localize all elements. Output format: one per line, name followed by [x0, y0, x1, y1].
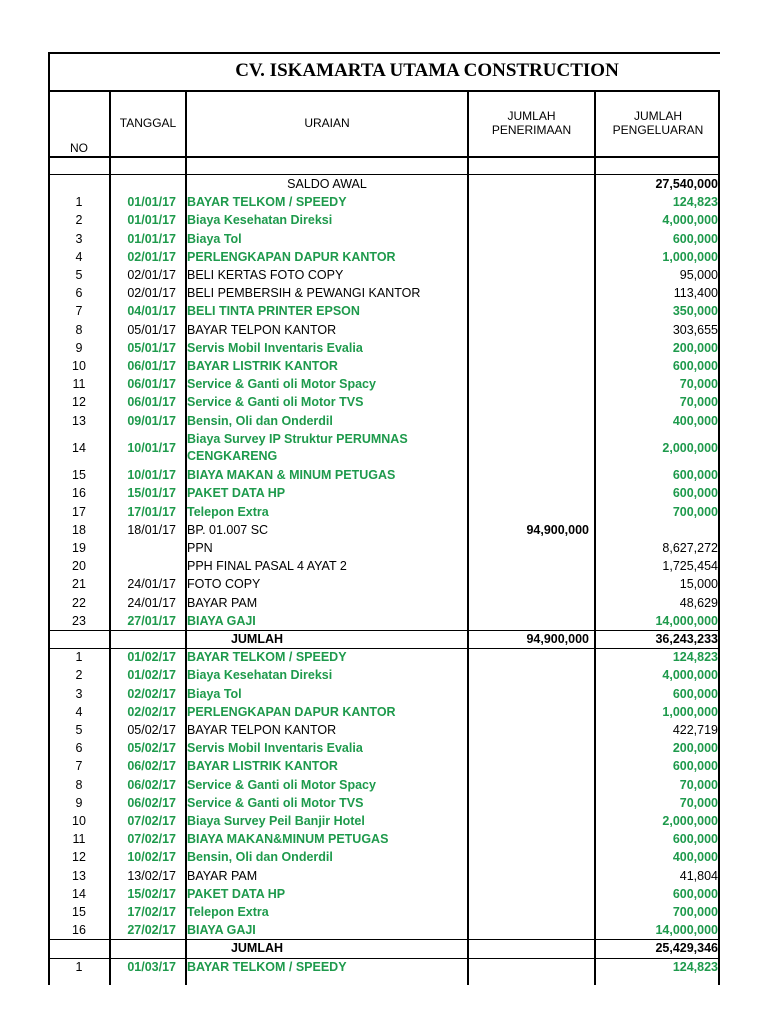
header-penerimaan-line2: PENERIMAAN — [491, 123, 572, 137]
grid-line — [48, 156, 720, 158]
header-penerimaan-line1: JUMLAH — [507, 109, 556, 123]
row-date: 06/01/17 — [127, 377, 176, 392]
saldo-awal-row — [48, 175, 720, 193]
row-date: 15/02/17 — [127, 886, 176, 901]
grid-line — [48, 52, 720, 54]
row-expense: 113,400 — [673, 286, 718, 301]
grid-line — [48, 90, 720, 92]
row-description: Servis Mobil Inventaris Evalia — [187, 741, 363, 756]
table-row — [48, 794, 720, 812]
row-description: FOTO COPY — [187, 577, 261, 592]
saldo-awal-label: SALDO AWAL — [287, 177, 367, 191]
row-expense: 27,540,000 — [655, 177, 718, 191]
row-number: 7 — [75, 759, 83, 774]
table-row — [48, 575, 720, 593]
row-number: 5 — [75, 723, 83, 737]
row-number: 2 — [75, 668, 83, 683]
row-description: Service & Ganti oli Motor Spacy — [187, 377, 376, 392]
table-row — [48, 666, 720, 684]
row-expense: 400,000 — [672, 850, 718, 865]
row-date: 01/03/17 — [127, 959, 176, 974]
table-row — [48, 357, 720, 375]
row-number: 13 — [72, 413, 86, 428]
row-expense: 36,243,233 — [655, 632, 718, 646]
header-pengeluaran-line2: PENGELUARAN — [612, 123, 704, 137]
row-description: Biaya Survey Peil Banjir Hotel — [187, 814, 365, 828]
grid-column-line — [185, 90, 187, 985]
row-date: 05/01/17 — [127, 340, 176, 355]
row-description: BIAYA GAJI — [187, 613, 256, 628]
row-description: Telepon Extra — [187, 905, 269, 919]
row-description: Service & Ganti oli Motor Spacy — [187, 777, 376, 792]
row-description: BIAYA MAKAN&MINUM PETUGAS — [187, 832, 389, 847]
table-row — [48, 867, 720, 885]
row-description: PERLENGKAPAN DAPUR KANTOR — [187, 249, 396, 264]
row-date: 05/02/17 — [127, 723, 176, 737]
header-pengeluaran — [596, 109, 720, 137]
table-row — [48, 776, 720, 794]
table-row — [48, 612, 720, 630]
row-date: 24/01/17 — [127, 577, 176, 592]
row-expense: 70,000 — [679, 795, 718, 810]
row-number: 16 — [72, 486, 86, 501]
ledger-sheet — [48, 52, 720, 985]
row-number: 8 — [75, 777, 83, 792]
row-date: 18/01/17 — [127, 522, 176, 537]
table-row — [48, 430, 720, 466]
row-expense: 1,000,000 — [662, 704, 718, 719]
grid-line — [48, 630, 720, 631]
row-number: 1 — [75, 195, 83, 210]
table-row — [48, 721, 720, 739]
row-date: 06/02/17 — [127, 777, 176, 792]
row-description: Biaya Tol — [187, 686, 242, 701]
row-number: 18 — [72, 522, 86, 537]
table-row — [48, 193, 720, 211]
row-number: 6 — [75, 741, 83, 756]
row-expense: 2,000,000 — [662, 814, 718, 828]
row-number: 19 — [72, 541, 86, 555]
row-date: 01/01/17 — [127, 195, 176, 210]
row-description: Biaya Survey IP Struktur PERUMNAS CENGKARENG — [187, 431, 408, 463]
row-date: 02/01/17 — [127, 286, 176, 301]
table-row — [48, 757, 720, 775]
row-description: PAKET DATA HP — [187, 486, 286, 501]
table-row — [48, 648, 720, 666]
row-expense: 25,429,346 — [655, 941, 718, 956]
table-row — [48, 848, 720, 866]
row-date: 06/01/17 — [127, 359, 176, 373]
row-number: 14 — [72, 886, 86, 901]
row-number: 6 — [75, 286, 83, 301]
row-description: BIAYA GAJI — [187, 923, 256, 938]
table-row — [48, 594, 720, 612]
row-date: 24/01/17 — [127, 595, 176, 610]
row-expense: 41,804 — [679, 868, 718, 883]
row-number: 21 — [72, 577, 86, 592]
row-description: Biaya Kesehatan Direksi — [187, 213, 333, 228]
row-description: PPH FINAL PASAL 4 AYAT 2 — [187, 559, 347, 574]
row-expense: 600,000 — [672, 359, 718, 373]
table-row — [48, 503, 720, 521]
row-date: 02/01/17 — [127, 249, 176, 264]
table-row — [48, 703, 720, 721]
row-date: 27/01/17 — [127, 613, 176, 628]
row-receipt: 94,900,000 — [526, 522, 589, 537]
header-no: NO — [70, 141, 88, 155]
row-description: BELI KERTAS FOTO COPY — [187, 268, 344, 282]
row-expense: 422,719 — [672, 723, 718, 737]
row-expense: 4,000,000 — [662, 668, 718, 683]
table-row — [48, 412, 720, 430]
row-expense: 15,000 — [679, 577, 718, 592]
row-expense: 70,000 — [679, 377, 718, 392]
row-description: BAYAR LISTRIK KANTOR — [187, 359, 338, 373]
table-row — [48, 557, 720, 575]
row-date: 10/02/17 — [127, 850, 176, 865]
row-expense: 600,000 — [672, 759, 718, 774]
row-date: 06/02/17 — [127, 759, 176, 774]
table-row — [48, 812, 720, 830]
row-description: Bensin, Oli dan Onderdil — [187, 413, 333, 428]
row-expense: 200,000 — [672, 340, 718, 355]
total-label: JUMLAH — [230, 941, 284, 956]
row-description: BIAYA MAKAN & MINUM PETUGAS — [187, 468, 396, 483]
row-number: 16 — [72, 923, 86, 938]
table-row — [48, 958, 720, 976]
row-date: 01/02/17 — [127, 650, 176, 665]
row-number: 15 — [72, 468, 86, 483]
row-description: PAKET DATA HP — [187, 886, 286, 901]
row-expense: 303,655 — [672, 322, 718, 337]
row-expense: 350,000 — [672, 304, 718, 319]
row-number: 12 — [72, 850, 86, 865]
row-date: 05/01/17 — [127, 322, 176, 337]
grid-column-line — [594, 90, 596, 985]
table-row — [48, 885, 720, 903]
row-number: 3 — [75, 686, 83, 701]
row-number: 11 — [72, 377, 86, 392]
row-number: 1 — [75, 959, 83, 974]
row-expense: 600,000 — [672, 231, 718, 246]
row-date: 15/01/17 — [127, 486, 176, 501]
row-date: 13/02/17 — [127, 868, 176, 883]
grid-line — [48, 648, 720, 649]
grid-line — [48, 174, 720, 175]
row-number: 12 — [72, 395, 86, 410]
row-expense: 600,000 — [672, 486, 718, 501]
row-description: BAYAR TELKOM / SPEEDY — [187, 959, 347, 974]
table-row — [48, 211, 720, 229]
row-date: 01/01/17 — [127, 231, 176, 246]
row-number: 4 — [75, 704, 83, 719]
row-expense: 400,000 — [672, 413, 718, 428]
grid-column-line — [467, 90, 469, 985]
grid-line — [48, 958, 720, 959]
row-number: 15 — [72, 905, 86, 919]
row-description: Servis Mobil Inventaris Evalia — [187, 340, 363, 355]
row-number: 10 — [72, 359, 86, 373]
row-number: 10 — [72, 814, 86, 828]
row-expense: 124,823 — [672, 959, 718, 974]
table-row — [48, 339, 720, 357]
row-date: 07/02/17 — [127, 832, 176, 847]
row-description: BAYAR TELPON KANTOR — [187, 322, 337, 337]
row-receipt: 94,900,000 — [526, 632, 589, 646]
row-description: BAYAR LISTRIK KANTOR — [187, 759, 338, 774]
row-description: BP. 01.007 SC — [187, 522, 269, 537]
table-row — [48, 321, 720, 339]
row-description: PPN — [187, 541, 213, 555]
row-number: 17 — [72, 504, 86, 519]
row-expense: 95,000 — [679, 268, 718, 282]
table-row — [48, 521, 720, 539]
row-expense: 1,725,454 — [662, 559, 718, 574]
row-description: Biaya Tol — [187, 231, 242, 246]
row-expense: 700,000 — [672, 905, 718, 919]
row-date: 09/01/17 — [127, 413, 176, 428]
table-row — [48, 248, 720, 266]
row-date: 06/02/17 — [127, 795, 176, 810]
row-expense: 1,000,000 — [662, 249, 718, 264]
table-row — [48, 284, 720, 302]
row-expense: 2,000,000 — [662, 440, 718, 455]
row-description: Telepon Extra — [187, 504, 269, 519]
row-number: 5 — [75, 268, 83, 282]
table-row — [48, 375, 720, 393]
table-row — [48, 903, 720, 921]
table-row — [48, 484, 720, 502]
table-row — [48, 393, 720, 411]
row-expense: 48,629 — [679, 595, 718, 610]
row-description: BAYAR TELKOM / SPEEDY — [187, 650, 347, 665]
row-date: 01/01/17 — [127, 213, 176, 228]
table-row — [48, 830, 720, 848]
row-date: 02/02/17 — [127, 704, 176, 719]
total-row — [48, 630, 720, 648]
row-date: 10/01/17 — [127, 468, 176, 483]
row-description: BAYAR PAM — [187, 868, 258, 883]
row-number: 4 — [75, 249, 83, 264]
company-title: CV. ISKAMARTA UTAMA CONSTRUCTION — [235, 60, 619, 81]
row-expense: 14,000,000 — [655, 923, 718, 938]
row-date: 07/02/17 — [127, 814, 176, 828]
row-expense: 700,000 — [672, 504, 718, 519]
row-number: 13 — [72, 868, 86, 883]
row-number: 7 — [75, 304, 83, 319]
row-number: 1 — [75, 650, 83, 665]
row-expense: 70,000 — [679, 777, 718, 792]
row-date: 10/01/17 — [127, 440, 176, 455]
row-date: 02/02/17 — [127, 686, 176, 701]
row-expense: 4,000,000 — [662, 213, 718, 228]
row-number: 22 — [72, 595, 86, 610]
row-number: 23 — [72, 613, 86, 628]
table-row — [48, 266, 720, 284]
row-expense: 600,000 — [672, 886, 718, 901]
row-date: 04/01/17 — [127, 304, 176, 319]
row-description: BELI TINTA PRINTER EPSON — [187, 304, 360, 319]
table-row — [48, 739, 720, 757]
row-expense: 600,000 — [672, 832, 718, 847]
row-description: Service & Ganti oli Motor TVS — [187, 395, 364, 410]
row-expense: 124,823 — [672, 650, 718, 665]
header-uraian: URAIAN — [304, 116, 350, 130]
row-number: 20 — [72, 559, 86, 574]
row-description: Biaya Kesehatan Direksi — [187, 668, 333, 683]
row-description: Bensin, Oli dan Onderdil — [187, 850, 333, 865]
row-date: 05/02/17 — [127, 741, 176, 756]
row-number: 3 — [75, 231, 83, 246]
row-description: PERLENGKAPAN DAPUR KANTOR — [187, 704, 396, 719]
table-row — [48, 230, 720, 248]
table-row — [48, 921, 720, 939]
row-expense: 124,823 — [672, 195, 718, 210]
row-description: BAYAR TELPON KANTOR — [187, 723, 337, 737]
row-number: 9 — [75, 795, 83, 810]
row-number: 9 — [75, 340, 83, 355]
header-tanggal: TANGGAL — [119, 116, 177, 130]
row-date: 17/01/17 — [127, 504, 176, 519]
header-penerimaan — [468, 109, 595, 137]
row-expense: 600,000 — [672, 468, 718, 483]
grid-column-line — [48, 52, 50, 985]
row-date: 27/02/17 — [127, 923, 176, 938]
row-expense: 600,000 — [672, 686, 718, 701]
table-row — [48, 302, 720, 320]
row-date: 06/01/17 — [127, 395, 176, 410]
row-expense: 8,627,272 — [662, 541, 718, 555]
row-number: 14 — [72, 440, 86, 455]
row-expense: 14,000,000 — [655, 613, 718, 628]
table-row — [48, 539, 720, 557]
grid-line — [48, 939, 720, 940]
table-row — [48, 466, 720, 484]
header-pengeluaran-line1: JUMLAH — [633, 109, 682, 123]
row-expense: 200,000 — [672, 741, 718, 756]
row-date: 02/01/17 — [127, 268, 176, 282]
total-label: JUMLAH — [230, 632, 284, 646]
row-date: 01/02/17 — [127, 668, 176, 683]
row-description: Service & Ganti oli Motor TVS — [187, 795, 364, 810]
row-description: BAYAR TELKOM / SPEEDY — [187, 195, 347, 210]
grid-column-line — [718, 90, 720, 985]
row-number: 8 — [75, 322, 83, 337]
row-description: BAYAR PAM — [187, 595, 258, 610]
row-number: 2 — [75, 213, 83, 228]
table-row — [48, 685, 720, 703]
grid-column-line — [109, 90, 111, 985]
row-date: 17/02/17 — [127, 905, 176, 919]
total-row — [48, 939, 720, 957]
row-number: 11 — [72, 832, 86, 847]
row-description: BELI PEMBERSIH & PEWANGI KANTOR — [187, 286, 421, 301]
row-expense: 70,000 — [679, 395, 718, 410]
